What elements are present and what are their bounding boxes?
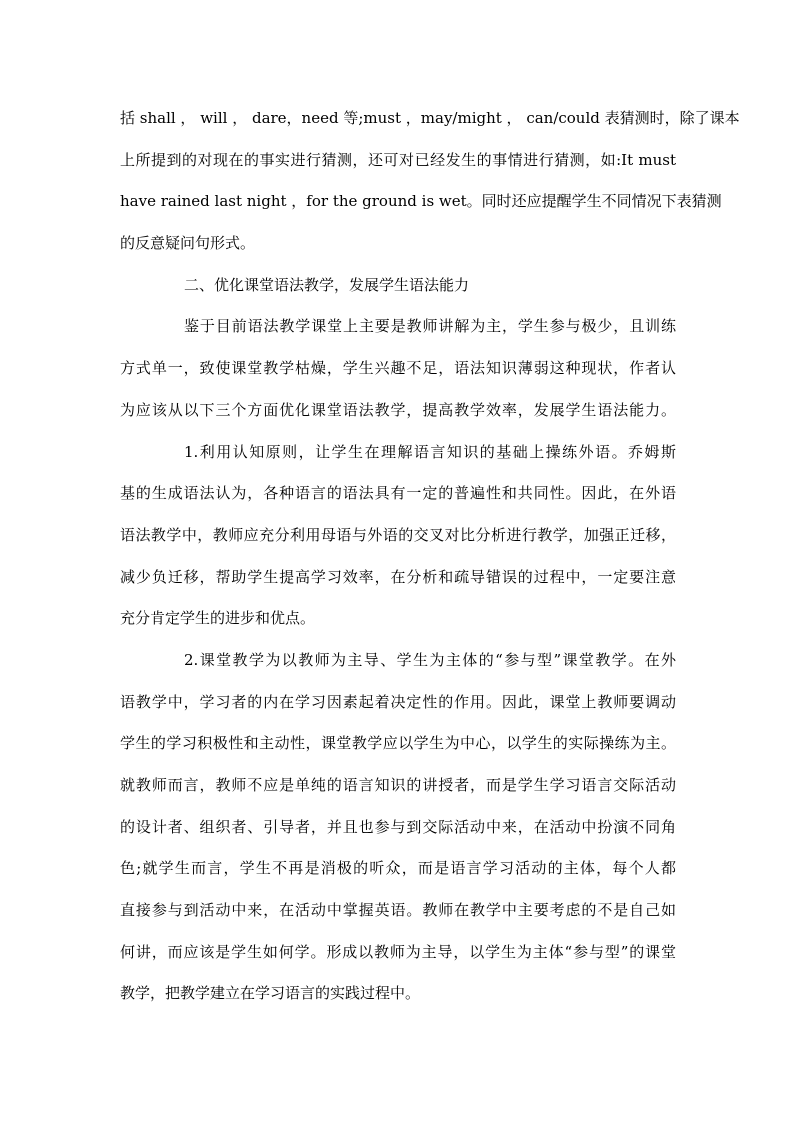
text-line: 直接参与到活动中来，在活动中掌握英语。教师在教学中主要考虑的不是自己如 (120, 901, 676, 920)
text-line: 语法教学中，教师应充分利用母语与外语的交叉对比分析进行教学，加强正迁移， (120, 525, 676, 544)
text-line: 的设计者、组织者、引导者，并且也参与到交际活动中来，在活动中扮演不同角 (120, 817, 676, 836)
text-line: 的反意疑问句形式。 (120, 234, 256, 253)
text-line: 就教师而言，教师不应是单纯的语言知识的讲授者，而是学生学习语言交际活动 (120, 776, 676, 794)
text-line: 括 shall ， will ， dare，need 等;must ，may/might ， can/could 表猜测时，除了课本 (120, 109, 740, 127)
text-line: 2.课堂教学为以教师为主导、学生为主体的“参与型”课堂教学。在外 (184, 650, 676, 669)
text-line: 减少负迁移，帮助学生提高学习效率，在分析和疏导错误的过程中，一定要注意 (120, 567, 676, 586)
text-line: 基的生成语法认为，各种语言的语法具有一定的普遍性和共同性。因此，在外语 (120, 484, 676, 503)
text-line: 上所提到的对现在的事实进行猜测，还可对已经发生的事情进行猜测，如:It must (120, 150, 676, 169)
section-heading: 二、优化课堂语法教学，发展学生语法能力 (184, 275, 470, 294)
text-line: 学生的学习积极性和主动性，课堂教学应以学生为中心，以学生的实际操练为主。 (120, 734, 676, 753)
text-line: 何讲，而应该是学生如何学。形成以教师为主导，以学生为主体“参与型”的课堂 (120, 942, 676, 961)
text-line: 为应该从以下三个方面优化课堂语法教学，提高教学效率，发展学生语法能力。 (120, 400, 676, 419)
text-line: 色;就学生而言，学生不再是消极的听众，而是语言学习活动的主体，每个人都 (120, 859, 676, 878)
text-line: 鉴于目前语法教学课堂上主要是教师讲解为主，学生参与极少，且训练 (184, 317, 676, 336)
text-line: 方式单一，致使课堂教学枯燥，学生兴趣不足，语法知识薄弱这种现状，作者认 (120, 359, 676, 378)
document-body (120, 98, 740, 1015)
text-line: 1.利用认知原则，让学生在理解语言知识的基础上操练外语。乔姆斯 (184, 442, 676, 461)
text-line: 教学，把教学建立在学习语言的实践过程中。 (120, 984, 421, 1003)
text-line: have rained last night ，for the ground is wet。同时还应提醒学生不同情况下表猜测 (120, 192, 722, 211)
text-line: 充分肯定学生的进步和优点。 (120, 609, 316, 628)
text-line: 语教学中，学习者的内在学习因素起着决定性的作用。因此，课堂上教师要调动 (120, 692, 676, 711)
